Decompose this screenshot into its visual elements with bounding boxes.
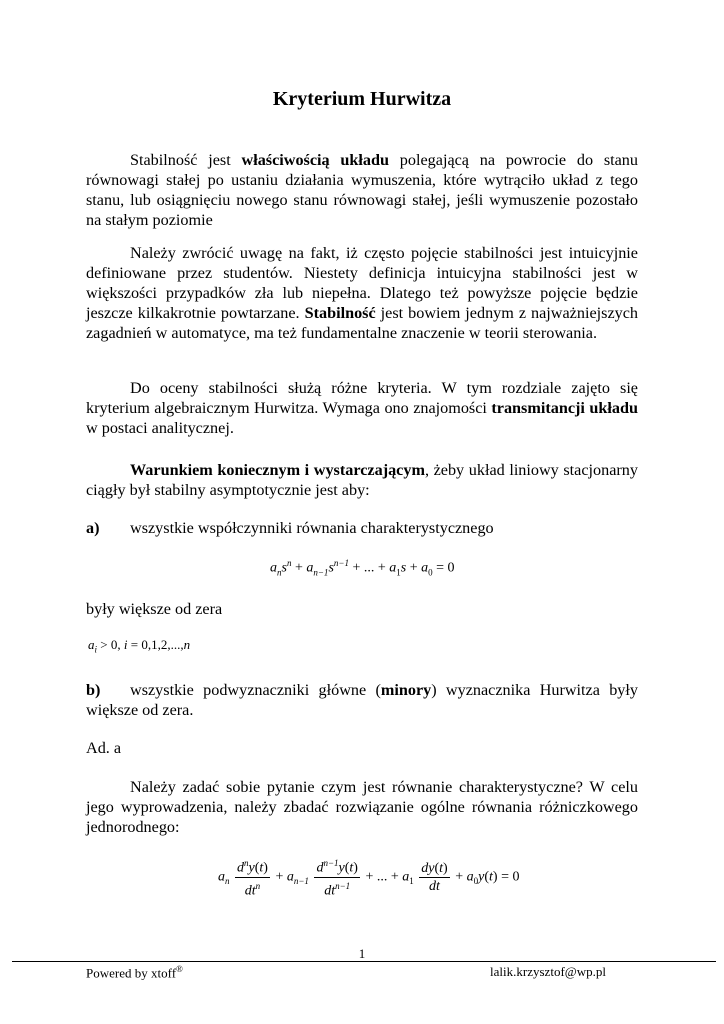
coefficient-condition: $a_i > 0$, i = 0,1,2,...,n [88,637,191,655]
document-title: Kryterium Hurwitza [272,88,452,110]
paragraph-characteristic-question: Należy zadać sobie pytanie czym jest równanie charakterystyczne? W celu jego wyprowadzenia, należy zbadać rozwiązanie ogólne równania różniczkowego jednorodnego: [86,778,638,836]
footer-divider [12,961,716,962]
section-ad-a: Ad. a [86,739,122,757]
differential-equation: $a_n$ $\frac{d^ny(t)}{dt^n}$ + $a_{n-1}$ $\frac{d^{n-1}y(t)}{dt^{n-1}}$ + ... + $a_1$ $\frac{dy(t)}{dt}$ + $a_0y(t) = 0$ [218,855,519,899]
footer-email: lalik.krzysztof@wp.pl [490,964,606,979]
condition-a: a) wszystkie współczynniki równania charakterystycznego [86,519,494,537]
paragraph-criteria: Do oceny stabilności służą różne kryteria. W tym rozdziale zajęto się kryterium algebraicznym Hurwitza. Wymaga ono znajomości transmitancji układu w postaci analitycznej. [86,379,638,437]
page-number: 1 [358,946,366,961]
paragraph-stability-definition: Stabilność jest właściwością układu polegającą na powrocie do stanu równowagi stałej po ustaniu działania wymuszenia, które wytrąciło układ z tego stanu, lub osiągnięciu nowego stanu równowagi stałej, jeśli wymuszenie pozostało na stałym poziomie [86,151,638,229]
footer-credit: Powered by xtoff® [86,964,183,981]
condition-b: b) wszystkie podwyznaczniki główne (minory) wyznacznika Hurwitza były większe od zera. [86,681,638,719]
paragraph-intuitive-definition: Należy zwrócić uwagę na fakt, iż często pojęcie stabilności jest intuicyjnie definiowane przez studentów. Niestety definicja intuicyjna stabilności jest w większości przypadków zła lub niepełna. Dlatego też powyższe pojęcie będzie jeszcze kilkakrotnie powtarzane. Stabilność jest bowiem jednym z najważniejszych zagadnień w automatyce, ma też fundamentalne znaczenie w teorii sterowania. [86,244,638,342]
characteristic-equation: $a_ns^n + a_{n-1}s^{n-1}$ + ... + $a_1s + a_0 = 0$ [270,558,455,578]
paragraph-condition: Warunkiem koniecznym i wystarczającym, żeby układ liniowy stacjonarny ciągły był stabilny asymptotycznie jest aby: [86,461,638,499]
after-equation-text: były większe od zera [86,600,223,618]
